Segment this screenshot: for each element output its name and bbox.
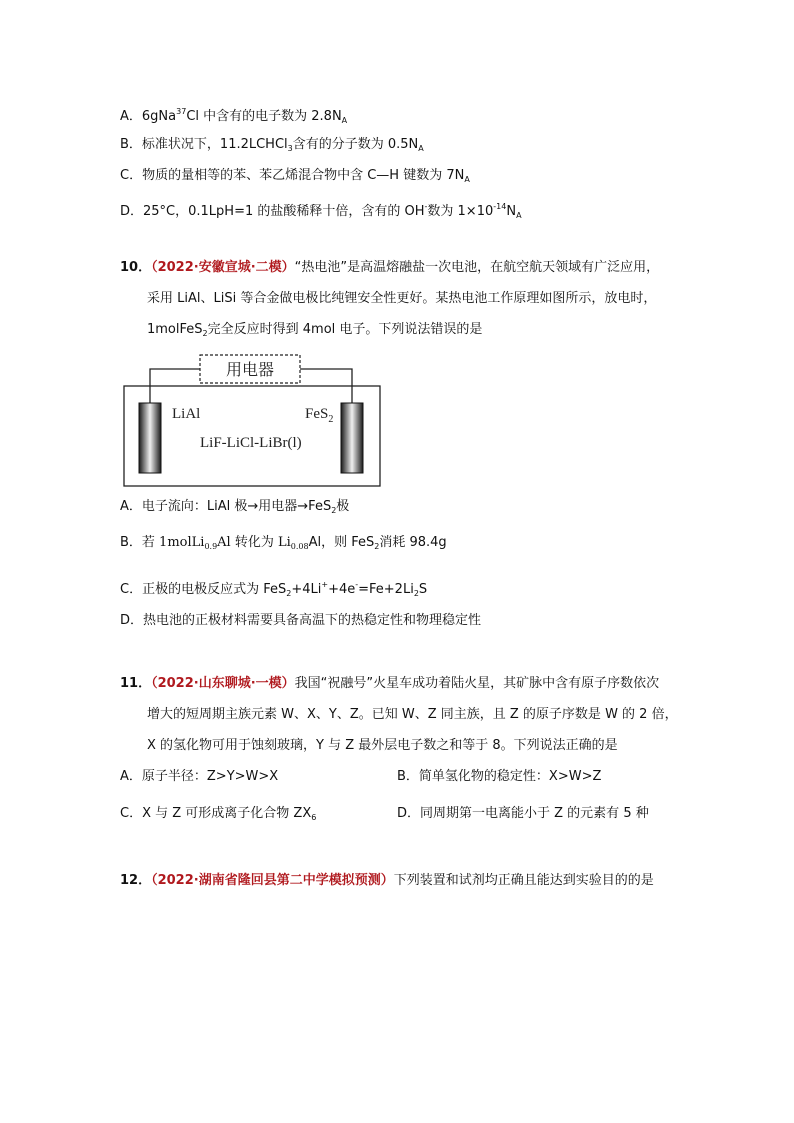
q11-option-a: A．原子半径：Z>Y>W>X xyxy=(120,769,279,784)
q10-stem-line3: 1molFeS$_2$完全反应时得到 4mol 电子。下列说法错误的是 xyxy=(147,322,483,338)
q11-stem-line3: X 的氢化物可用于蚀刻玻璃，Y 与 Z 最外层电子数之和等于 8。下列说法正确的是 xyxy=(147,738,618,753)
left-electrode-label: LiAl xyxy=(172,406,201,422)
q9-option-c: C．物质的量相等的苯、苯乙烯混合物中含 C—H 键数为 $7N_A$ xyxy=(120,168,470,184)
question-source: （2022·山东聊城·一模） xyxy=(151,676,295,691)
q11-stem-line1: 11．（2022·山东聊城·一模）我国“祝融号”火星车成功着陆火星，其矿脉中含有原子序数依次 xyxy=(120,676,660,691)
question-number: 11． xyxy=(120,676,152,691)
q9-option-a: A．6gNa$^{37}$Cl 中含有的电子数为 $2.8N_A$ xyxy=(120,107,348,125)
question-number: 10． xyxy=(120,260,152,275)
device-label: 用电器 xyxy=(225,362,275,379)
q10-option-d: D．热电池的正极材料需要具备高温下的热稳定性和物理稳定性 xyxy=(120,613,482,628)
q10-option-a: A．电子流向：LiAl 极→用电器→FeS$_2$极 xyxy=(120,499,350,515)
q9-option-d: D．25°C，0.1LpH=1 的盐酸稀释十倍，含有的 OH-数为 $1\times 10^{-14}N_A$ xyxy=(120,202,522,220)
question-number: 12． xyxy=(120,873,152,888)
q10-stem-line1: 10．（2022·安徽宣城·二模）“热电池”是高温熔融盐一次电池，在航空航天领域有广泛应用， xyxy=(120,260,660,275)
q9-option-b: B．标准状况下，11.2LCHCl$_3$含有的分子数为 $0.5N_A$ xyxy=(120,137,424,153)
q10-option-b: B．若 1molLi$_{0.9}$Al 转化为 $Li_{0.08}Al$，则 FeS$_2$消耗 98.4g xyxy=(120,535,447,551)
electrolyte-label: LiF-LiCl-LiBr(l) xyxy=(200,435,302,451)
q11-option-d: D．同周期第一电离能小于 Z 的元素有 5 种 xyxy=(397,806,649,821)
q12-stem: 12．（2022·湖南省隆回县第二中学模拟预测）下列装置和试剂均正确且能达到实验目的的是 xyxy=(120,873,654,888)
q11-option-b: B．简单氢化物的稳定性：X>W>Z xyxy=(397,769,602,784)
right-electrode-label: FeS$_2$ xyxy=(305,406,334,425)
question-source: （2022·湖南省隆回县第二中学模拟预测） xyxy=(151,873,394,888)
q10-stem-line2: 采用 LiAl、LiSi 等合金做电极比纯锂安全性更好。某热电池工作原理如图所示，放电时， xyxy=(147,291,657,306)
q11-option-c: C．X 与 Z 可形成离子化合物 $ZX_6$ xyxy=(120,806,317,822)
right-electrode xyxy=(341,403,363,473)
q10-option-c: C．正极的电极反应式为 $FeS_2+4Li^++4e^-=Fe+2Li_2S$ xyxy=(120,580,428,598)
left-electrode xyxy=(139,403,161,473)
q11-stem-line2: 增大的短周期主族元素 W、X、Y、Z。已知 W、Z 同主族，且 Z 的原子序数是 W 的 2 倍， xyxy=(147,707,678,722)
question-source: （2022·安徽宣城·二模） xyxy=(151,260,295,275)
